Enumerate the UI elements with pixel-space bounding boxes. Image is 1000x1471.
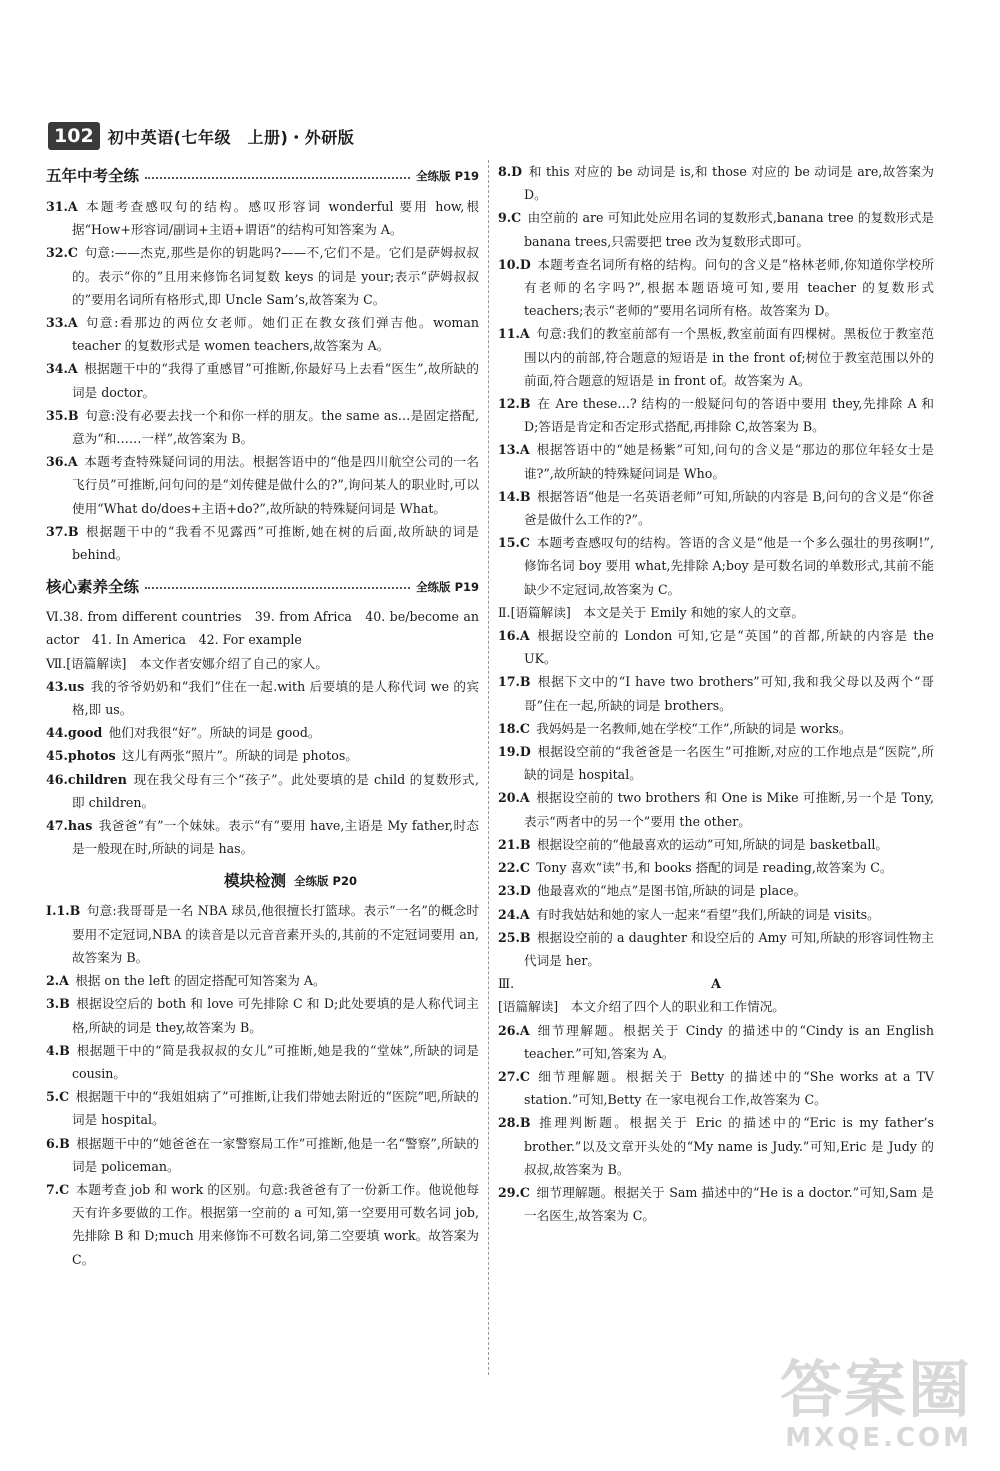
answer-entry bbox=[46, 768, 479, 814]
answer-number: 33.A bbox=[46, 315, 78, 331]
book-title: 初中英语(七年级 上册)・外研版 bbox=[107, 127, 355, 147]
answer-explanation: 由空前的 are 可知此处应用名词的复数形式,banana tree 的复数形式是 banana trees,只需要把 tree 改为复数形式即可。 bbox=[524, 210, 934, 249]
answer-entry bbox=[46, 899, 479, 969]
section-ref: 全练版 P20 bbox=[294, 873, 357, 888]
answer-explanation: Tony 喜欢“读”书,和 books 搭配的词是 reading,故答案为 C。 bbox=[536, 860, 893, 876]
watermark-logo-text: 答案圈 bbox=[779, 1353, 972, 1426]
answer-list bbox=[498, 1019, 934, 1228]
answer-entry bbox=[46, 450, 479, 520]
answer-explanation: 根据设空前的 a daughter 和设空后的 Amy 可知,所缺的形容词性物主代词是 her。 bbox=[524, 929, 934, 968]
answer-number: 20.A bbox=[498, 790, 530, 806]
section-title: 五年中考全练 bbox=[46, 167, 140, 186]
answer-number: 12.B bbox=[498, 396, 531, 412]
answer-number: 19.D bbox=[498, 744, 531, 760]
answer-number: 25.B bbox=[498, 929, 531, 945]
answer-list bbox=[498, 160, 934, 601]
answer-entry bbox=[498, 485, 934, 531]
section-header bbox=[46, 572, 479, 602]
answer-explanation: 他们对我很“好”。所缺的词是 good。 bbox=[108, 725, 321, 741]
answer-entry bbox=[498, 531, 934, 601]
answer-number: 15.C bbox=[498, 535, 530, 551]
answer-entry bbox=[498, 322, 934, 392]
answer-number: 10.D bbox=[498, 256, 531, 272]
answer-explanation: 有时我姑姑和她的家人一起来“看望”我们,所缺的词是 visits。 bbox=[535, 906, 880, 922]
answer-entry bbox=[46, 1132, 479, 1178]
answer-entry bbox=[498, 926, 934, 972]
answer-explanation: 我妈妈是一名教师,她在学校“工作”,所缺的词是 works。 bbox=[536, 720, 852, 736]
answer-entry bbox=[498, 624, 934, 670]
answer-entry bbox=[46, 311, 479, 357]
answer-explanation: 本题考查感叹句的结构。答语的含义是“他是一个多么强壮的男孩啊!”,修饰名词 boy 要用 what,先排除 A;boy 是可数名词的单数形式,其前不能缺少不定冠词,故答案为 C。 bbox=[524, 535, 934, 597]
answer-number: 29.C bbox=[498, 1184, 530, 1200]
answer-explanation: 本题考查特殊疑问词的用法。根据答语中的“他是四川航空公司的一名飞行员”可推断,问句问的是“刘传健是做什么的?”,询问某人的职业时,可以使用“What do/does+主语+do?”,故所缺的特殊疑问词是 What。 bbox=[72, 454, 479, 516]
answer-explanation: 句意:我哥哥是一名 NBA 球员,他很擅长打篮球。表示“一名”的概念时要用不定冠词,NBA 的读音是以元音音素开头的,其前的不定冠词要用 an,故答案为 B。 bbox=[72, 903, 479, 965]
answer-number: 31.A bbox=[46, 199, 78, 214]
section-ref: 全练版 P19 bbox=[416, 169, 479, 184]
section-header bbox=[46, 162, 479, 192]
page-number: 102 bbox=[48, 122, 100, 150]
answer-entry bbox=[46, 969, 479, 992]
answer-number: 34.A bbox=[46, 361, 78, 377]
answer-entry bbox=[498, 1111, 934, 1181]
answer-entry bbox=[498, 160, 934, 206]
answer-number: 16.A bbox=[498, 628, 530, 644]
answer-number: 2.A bbox=[46, 973, 69, 989]
answer-number: 18.C bbox=[498, 720, 530, 736]
answer-number: 9.C bbox=[498, 210, 522, 226]
answer-explanation: 这儿有两张“照片”。所缺的词是 photos。 bbox=[121, 748, 358, 764]
watermark bbox=[779, 1353, 972, 1453]
column-divider bbox=[488, 160, 489, 1375]
answer-explanation: 推理判断题。根据关于 Eric 的描述中的“Eric is my father’s brother.”以及文章开头处的“My name is Judy.”可知,Eric 是 Judy 的叔叔,故答案为 B。 bbox=[524, 1115, 934, 1177]
passage-letter: A bbox=[711, 976, 721, 992]
right-column bbox=[498, 160, 934, 1227]
answer-number: 35.B bbox=[46, 407, 79, 423]
answer-entry bbox=[498, 1181, 934, 1227]
answer-entry bbox=[498, 740, 934, 786]
answer-entry bbox=[498, 670, 934, 716]
answer-explanation: 本题考查名词所有格的结构。问句的含义是“格林老师,你知道你学校所有老师的名字吗?”,根据本题语境可知,要用 teacher 的复数形式 teachers;表示“老师的”要用名词所有格。故答案为 D。 bbox=[524, 256, 934, 319]
answer-number: 27.C bbox=[498, 1068, 530, 1084]
answer-number: 17.B bbox=[498, 674, 531, 690]
answer-number: 7.C bbox=[46, 1181, 70, 1197]
answer-number: 5.C bbox=[46, 1089, 70, 1105]
answer-explanation: 细节理解题。根据关于 Betty 的描述中的“She works at a TV station.”可知,Betty 在一家电视台工作,故答案为 C。 bbox=[524, 1068, 934, 1108]
answer-entry bbox=[46, 721, 479, 744]
answer-number: 3.B bbox=[46, 996, 70, 1012]
answer-explanation: 根据题干中的“我姐姐病了”可推断,让我们带她去附近的“医院”吧,所缺的词是 hospital。 bbox=[72, 1089, 479, 1128]
answer-number: 46.children bbox=[46, 771, 127, 787]
answer-entry bbox=[498, 879, 934, 902]
answer-number: 32.C bbox=[46, 245, 78, 261]
reading-intro: Ⅶ.[语篇解读] 本文作者安娜介绍了自己的家人。 bbox=[46, 655, 328, 671]
answer-number: 36.A bbox=[46, 454, 78, 470]
answer-explanation: 根据答语“他是一名英语老师”可知,所缺的内容是 B,问句的含义是“你爸爸是做什么工作的?”。 bbox=[524, 488, 934, 528]
answer-number: 13.A bbox=[498, 442, 530, 458]
answer-list bbox=[46, 195, 479, 566]
answer-number: 4.B bbox=[46, 1042, 70, 1058]
answer-explanation: 根据设空后的 both 和 love 可先排除 C 和 D;此处要填的是人称代词主格,所缺的词是 they,故答案为 B。 bbox=[72, 996, 479, 1035]
answer-entry bbox=[46, 744, 479, 767]
answer-explanation: 根据题干中的“我得了重感冒”可推断,你最好马上去看“医生”,故所缺的词是 doctor。 bbox=[72, 361, 479, 400]
answer-number: 11.A bbox=[498, 326, 530, 342]
section-header bbox=[46, 866, 479, 896]
answer-entry bbox=[498, 438, 934, 484]
answer-entry bbox=[498, 253, 934, 323]
answer-explanation: 根据设空前的“我爸爸是一名医生”可推断,对应的工作地点是“医院”,所缺的词是 hospital。 bbox=[524, 744, 934, 783]
answer-entry bbox=[46, 241, 479, 311]
answer-explanation: 根据 on the left 的固定搭配可知答案为 A。 bbox=[75, 973, 326, 989]
answer-entry bbox=[46, 1085, 479, 1131]
answer-explanation: 细节理解题。根据关于 Cindy 的描述中的“Cindy is an English teacher.”可知,答案为 A。 bbox=[524, 1022, 934, 1061]
answer-number: Ⅰ.1.B bbox=[46, 903, 81, 919]
answer-explanation: 根据设空前的 London 可知,它是“英国”的首都,所缺的内容是 the UK。 bbox=[524, 628, 934, 667]
answer-entry bbox=[46, 520, 479, 566]
answer-number: 26.A bbox=[498, 1022, 530, 1038]
answer-explanation: 在 Are these…? 结构的一般疑问句的答语中要用 they,先排除 A 和 D;答语是肯定和否定形式搭配,再排除 C,故答案为 B。 bbox=[524, 396, 934, 435]
answer-number: 28.B bbox=[498, 1115, 531, 1131]
answer-explanation: 本题考查 job 和 work 的区别。句意:我爸爸有了一份新工作。他说他每天有许多要做的工作。根据第一空前的 a 可知,第一空要用可数名词 job,先排除 B 和 D;much 用来修饰不可数名词,第二空要填 work。故答案为 C。 bbox=[72, 1181, 479, 1267]
answer-explanation: 根据设空前的 two brothers 和 One is Mike 可推断,另一个是 Tony,表示“两者中的另一个”要用 the other。 bbox=[524, 790, 934, 829]
answer-number: 45.photos bbox=[46, 748, 116, 764]
answer-number: 6.B bbox=[46, 1135, 70, 1151]
answer-number: 37.B bbox=[46, 523, 79, 539]
section-title: 核心素养全练 bbox=[46, 577, 140, 596]
answer-explanation: 根据题干中的“我看不见露西”可推断,她在树的后面,故所缺的词是 behind。 bbox=[72, 523, 479, 563]
answer-explanation: 句意:我们的教室前部有一个黑板,教室前面有四棵树。黑板位于教室范围以内的前部,符合题意的短语是 in the front of;树位于教室范围以外的前面,符合题意的短语是 in front of。故答案为 A。 bbox=[524, 326, 934, 388]
answer-entry bbox=[46, 992, 479, 1038]
reading-intro: [语篇解读] 本文介绍了四个人的职业和工作情况。 bbox=[498, 999, 785, 1015]
answer-number: 8.D bbox=[498, 164, 523, 179]
answer-entry bbox=[46, 1178, 479, 1271]
answer-number: 14.B bbox=[498, 488, 531, 504]
answer-entry bbox=[498, 856, 934, 879]
answer-entry bbox=[498, 1019, 934, 1065]
dotted-leader bbox=[145, 587, 410, 589]
answer-explanation: 根据下文中的“I have two brothers”可知,我和我父母以及两个“哥哥”住在一起,所缺的词是 brothers。 bbox=[524, 674, 934, 713]
answer-explanation: 他最喜欢的“地点”是图书馆,所缺的词是 place。 bbox=[537, 883, 807, 899]
answer-explanation: 我的爷爷奶奶和“我们”住在一起.with 后要填的是人称代词 we 的宾格,即 us。 bbox=[72, 678, 479, 718]
answer-entry bbox=[46, 675, 479, 721]
answer-number: 24.A bbox=[498, 906, 530, 922]
section-ref: 全练版 P19 bbox=[416, 579, 479, 594]
answer-list bbox=[46, 675, 479, 861]
section-roman: Ⅲ. bbox=[498, 976, 515, 992]
answer-explanation: 和 this 对应的 be 动词是 is,和 those 对应的 be 动词是 are,故答案为 D。 bbox=[524, 164, 934, 203]
answer-explanation: 细节理解题。根据关于 Sam 描述中的“He is a doctor.”可知,Sam 是一名医生,故答案为 C。 bbox=[524, 1184, 934, 1224]
answer-explanation: 本题考查感叹句的结构。感叹形容词 wonderful 要用 how,根据“How+形容词/副词+主语+谓语”的结构可知答案为 A。 bbox=[72, 199, 479, 238]
answer-explanation: 句意:看那边的两位女老师。她们正在教女孩们弹吉他。woman teacher 的复数形式是 women teachers,故答案为 A。 bbox=[72, 315, 479, 354]
answer-entry bbox=[46, 1039, 479, 1085]
answer-explanation: 句意:没有必要去找一个和你一样的朋友。the same as…是固定搭配,意为“和……一样”,故答案为 B。 bbox=[72, 407, 479, 447]
answer-entry bbox=[46, 404, 479, 450]
answer-number: 22.C bbox=[498, 860, 530, 876]
answer-number: 43.us bbox=[46, 678, 85, 694]
answer-entry bbox=[46, 814, 479, 860]
answer-entry bbox=[498, 786, 934, 832]
answer-explanation: 根据题干中的“简是我叔叔的女儿”可推断,她是我的“堂妹”,所缺的词是 cousin。 bbox=[72, 1042, 479, 1081]
answer-explanation: 根据答语中的“她是杨紫”可知,问句的含义是“那边的那位年轻女士是谁?”,故所缺的特殊疑问词是 Who。 bbox=[524, 442, 934, 481]
answer-number: 21.B bbox=[498, 836, 531, 852]
answer-explanation: 现在我父母有三个“孩子”。此处要填的是 child 的复数形式,即 children。 bbox=[72, 771, 479, 810]
answer-entry bbox=[498, 717, 934, 740]
answer-entry bbox=[498, 903, 934, 926]
answer-entry bbox=[498, 392, 934, 438]
section-title: 模块检测 bbox=[224, 871, 287, 890]
answer-list bbox=[46, 899, 479, 1270]
answer-entry bbox=[498, 206, 934, 252]
answer-entry bbox=[46, 195, 479, 241]
left-column bbox=[46, 160, 479, 1271]
page-header bbox=[48, 118, 354, 154]
answer-entry bbox=[46, 357, 479, 403]
answer-number: 44.good bbox=[46, 725, 103, 741]
reading-intro: Ⅱ.[语篇解读] 本文是关于 Emily 和她的家人的文章。 bbox=[498, 604, 804, 620]
answer-list bbox=[498, 624, 934, 972]
answer-number: 47.has bbox=[46, 818, 93, 834]
answer-explanation: 根据设空前的“他最喜欢的运动”可知,所缺的词是 basketball。 bbox=[536, 836, 889, 852]
answer-entry bbox=[498, 1065, 934, 1111]
answer-explanation: 根据题干中的“她爸爸在一家警察局工作”可推断,他是一名“警察”,所缺的词是 policeman。 bbox=[72, 1135, 479, 1174]
answer-line: Ⅵ.38. from different countries 39. from Africa 40. be/become an actor 41. In America 42. For example bbox=[46, 609, 479, 648]
watermark-url: MXQE.COM bbox=[785, 1423, 972, 1453]
answer-entry bbox=[498, 833, 934, 856]
answer-explanation: 句意:——杰克,那些是你的钥匙吗?——不,它们不是。它们是萨姆叔叔的。表示“你的”且用来修饰名词复数 keys 的词是 your;表示“萨姆叔叔的”要用名词所有格形式,即 Uncle Sam’s,故答案为 C。 bbox=[72, 245, 479, 307]
answer-explanation: 我爸爸“有”一个妹妹。表示“有”要用 have,主语是 My father,时态是一般现在时,所缺的词是 has。 bbox=[72, 818, 479, 857]
dotted-leader bbox=[145, 177, 410, 179]
answer-number: 23.D bbox=[498, 883, 531, 899]
